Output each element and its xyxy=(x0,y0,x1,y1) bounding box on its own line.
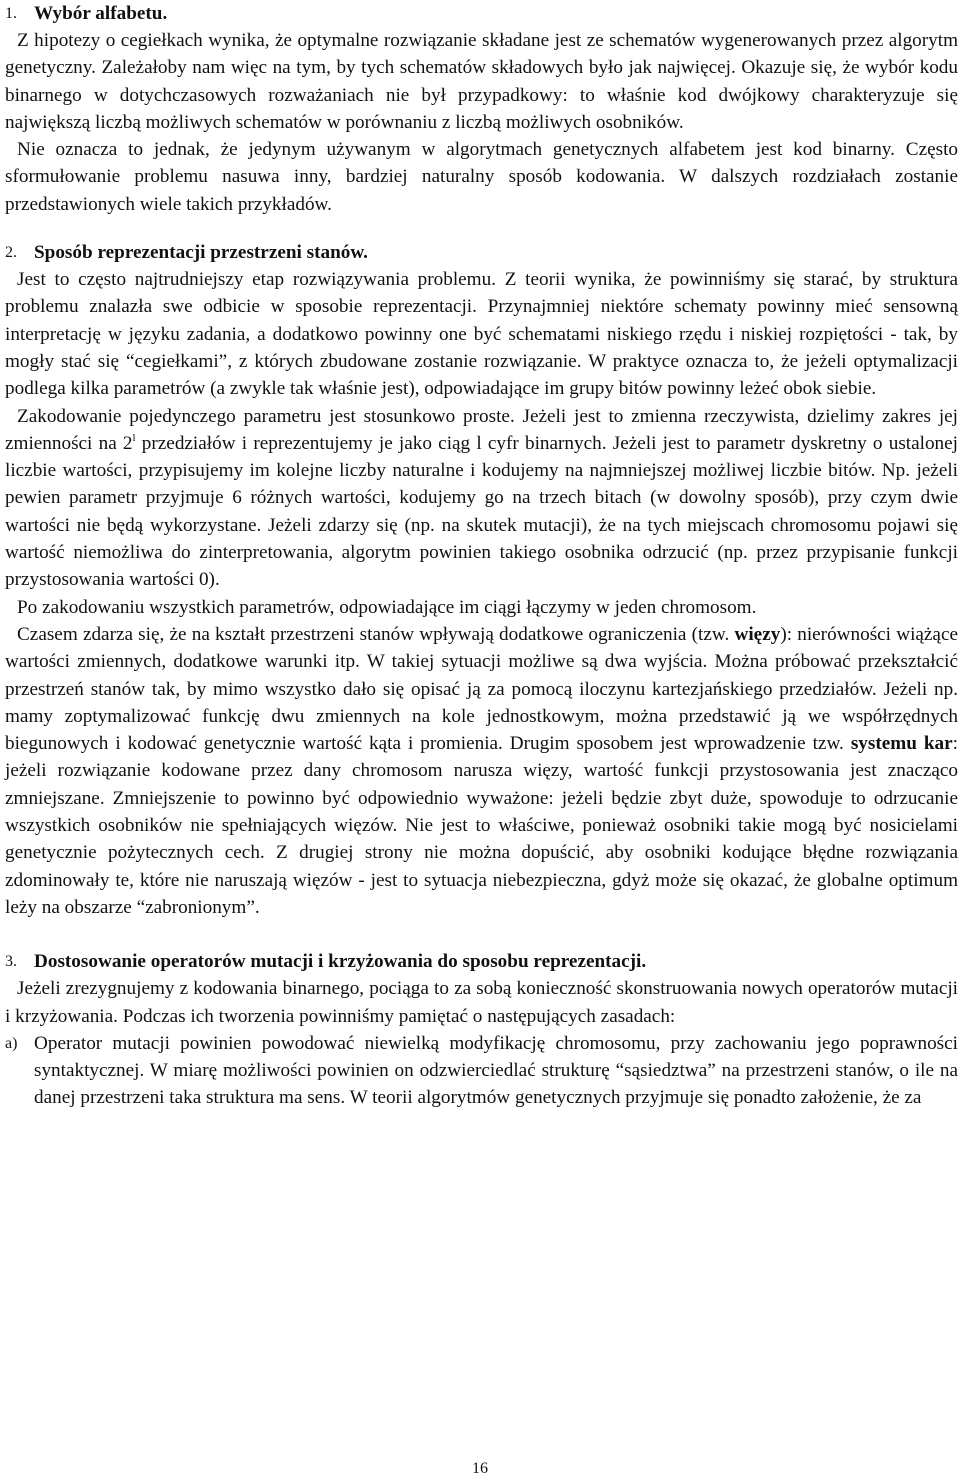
paragraph-text: przedziałów i reprezentujemy je jako ciąg l cyfr binarnych. Jeżeli jest to parametr dyskretny o ustalonej liczbie wartości, przypisujemy im kolejne liczby naturalne i kodujemy na najmniejszej możliwej liczbie bitów. Np. jeżeli pewien parametr przyjmuje 6 różnych wartości, kodujemy go na trzech bitach (w dowolny sposób), przy czym dwie wartości nie będą wykorzystane. Jeżeli zdarzy się (np. na skutek mutacji), że na tych miejscach chromosomu pojawi się wartość niemożliwa do zinterpretowania, algorytm powinien takiego osobnika odrzucić (np. przez przypisanie funkcji przystosowania wartości 0). xyxy=(5,432,959,591)
paragraph xyxy=(5,403,958,594)
paragraph: Jeżeli zrezygnujemy z kodowania binarnego, pociąga to za sobą konieczność skonstruowania nowych operatorów mutacji i krzyżowania. Podczas ich tworzenia powinniśmy pamiętać o następujących zasadach: xyxy=(5,978,958,1027)
bold-term: systemu kar xyxy=(850,733,953,755)
exponent: l xyxy=(132,431,136,444)
section-title: Dostosowanie operatorów mutacji i krzyżowania do sposobu reprezentacji. xyxy=(34,951,647,973)
section-number: 2. xyxy=(5,244,17,262)
bold-term: więzy xyxy=(734,623,781,645)
paragraph-text: Zakodowanie pojedynczego parametru jest stosunkowo proste. Jeżeli jest to zmienna rzeczywista, dzielimy zakres jej zmienności na 2 xyxy=(5,405,958,454)
section-title: Wybór alfabetu. xyxy=(34,3,168,24)
paragraph: Jest to często najtrudniejszy etap rozwiązywania problemu. Z teorii wynika, że powinniśmy się starać, by struktura problemu znalazła swe odbicie w sposobie reprezentacji. Przynajmniej niektóre schematy powinny mieć sensowną interpretację w języku zadania, a dodatkowo powinny one być schematami niskiego rzędu i niskiej rozpiętości - tak, by mogły stać się “cegiełkami”, z których zbudowane zostanie rozwiązanie. W praktyce oznacza to, że jeżeli optymalizacji podlega kilka parametrów (a zwykle tak właśnie jest), odpowiadające im grupy bitów powinny leżeć obok siebie. xyxy=(5,269,958,400)
list-item-text: Operator mutacji powinien powodować niewielką modyfikację chromosomu, przy zachowaniu jego poprawności syntaktycznej. W miarę możliwości powinien on odzwierciedlać strukturę “sąsiedztwa” na przestrzeni stanów, o ile na danej przestrzeni taka struktura ma sens. W teorii algorytmów genetycznych przyjmuje się ponadto założenie, że za xyxy=(34,1032,958,1109)
section-heading xyxy=(5,948,958,975)
section-title: Sposób reprezentacji przestrzeni stanów. xyxy=(34,242,368,264)
paragraph: Nie oznacza to jednak, że jedynym używanym w algorytmach genetycznych alfabetem jest kod binarny. Często sformułowanie problemu nasuwa inny, bardziej naturalny sposób kodowania. W dalszych rozdziałach zostanie przedstawionych wiele takich przykładów. xyxy=(5,139,958,215)
document-page xyxy=(5,0,958,1112)
paragraph: Po zakodowaniu wszystkich parametrów, odpowiadające im ciągi łączymy w jeden chromosom. xyxy=(17,596,757,618)
paragraph-text: ): nierówności wiążące wartości zmiennych, dodatkowe warunki itp. W takiej sytuacji możliwe są dwa wyjścia. Można próbować przekształcić przestrzeń stanów tak, by mimo wszystko dało się opisać ją za pomocą iloczynu kartezjańskiego przedziałów. Jeżeli np. mamy zoptymalizować funkcję dwu zmiennych na kole jednostkowym, można przedstawić ją we współrzędnych biegunowych i kodować genetycznie wartość kąta i promienia. Drugim sposobem jest wprowadzenie tzw. xyxy=(5,623,958,755)
section-heading xyxy=(5,0,958,27)
list-item xyxy=(5,1030,958,1112)
paragraph: Z hipotezy o cegiełkach wynika, że optymalne rozwiązanie składane jest ze schematów wygenerowanych przez algorytm genetyczny. Zależałoby nam więc na tym, by tych schematów składowych było jak najwięcej. Okazuje się, że wybór kodu binarnego w dotychczasowych rozważaniach nie był przypadkowy: to właśnie kod dwójkowy charakteryzuje się największą liczbą możliwych schematów w porównaniu z liczbą możliwych osobników. xyxy=(5,30,958,133)
section-number: 3. xyxy=(5,953,17,971)
paragraph xyxy=(5,621,958,921)
list-item-label: a) xyxy=(5,1034,18,1052)
page-number: 16 xyxy=(472,1460,488,1477)
section-number: 1. xyxy=(5,5,17,22)
paragraph-text: : jeżeli rozwiązanie kodowane przez dany chromosom narusza więzy, wartość funkcji przystosowania jest znacząco zmniejszane. Zmniejszenie to powinno być odpowiednio wyważone: jeżeli będzie zbyt duże, spowoduje to odrzucanie wszystkich osobników nie spełniających więzów. Nie jest to właściwe, ponieważ osobniki takie mogą być nosicielami genetycznie pożytecznych cech. Z drugiej strony nie można dopuścić, aby osobniki kodujące błędne rozwiązania zdominowały te, które nie naruszają więzów - jest to sytuacja niebezpieczna, gdyż może się okazać, że globalne optimum leży na obszarze “zabronionym”. xyxy=(5,733,958,918)
paragraph-text: Czasem zdarza się, że na kształt przestrzeni stanów wpływają dodatkowe ograniczenia (tzw. xyxy=(17,623,735,645)
section-heading xyxy=(5,239,958,266)
